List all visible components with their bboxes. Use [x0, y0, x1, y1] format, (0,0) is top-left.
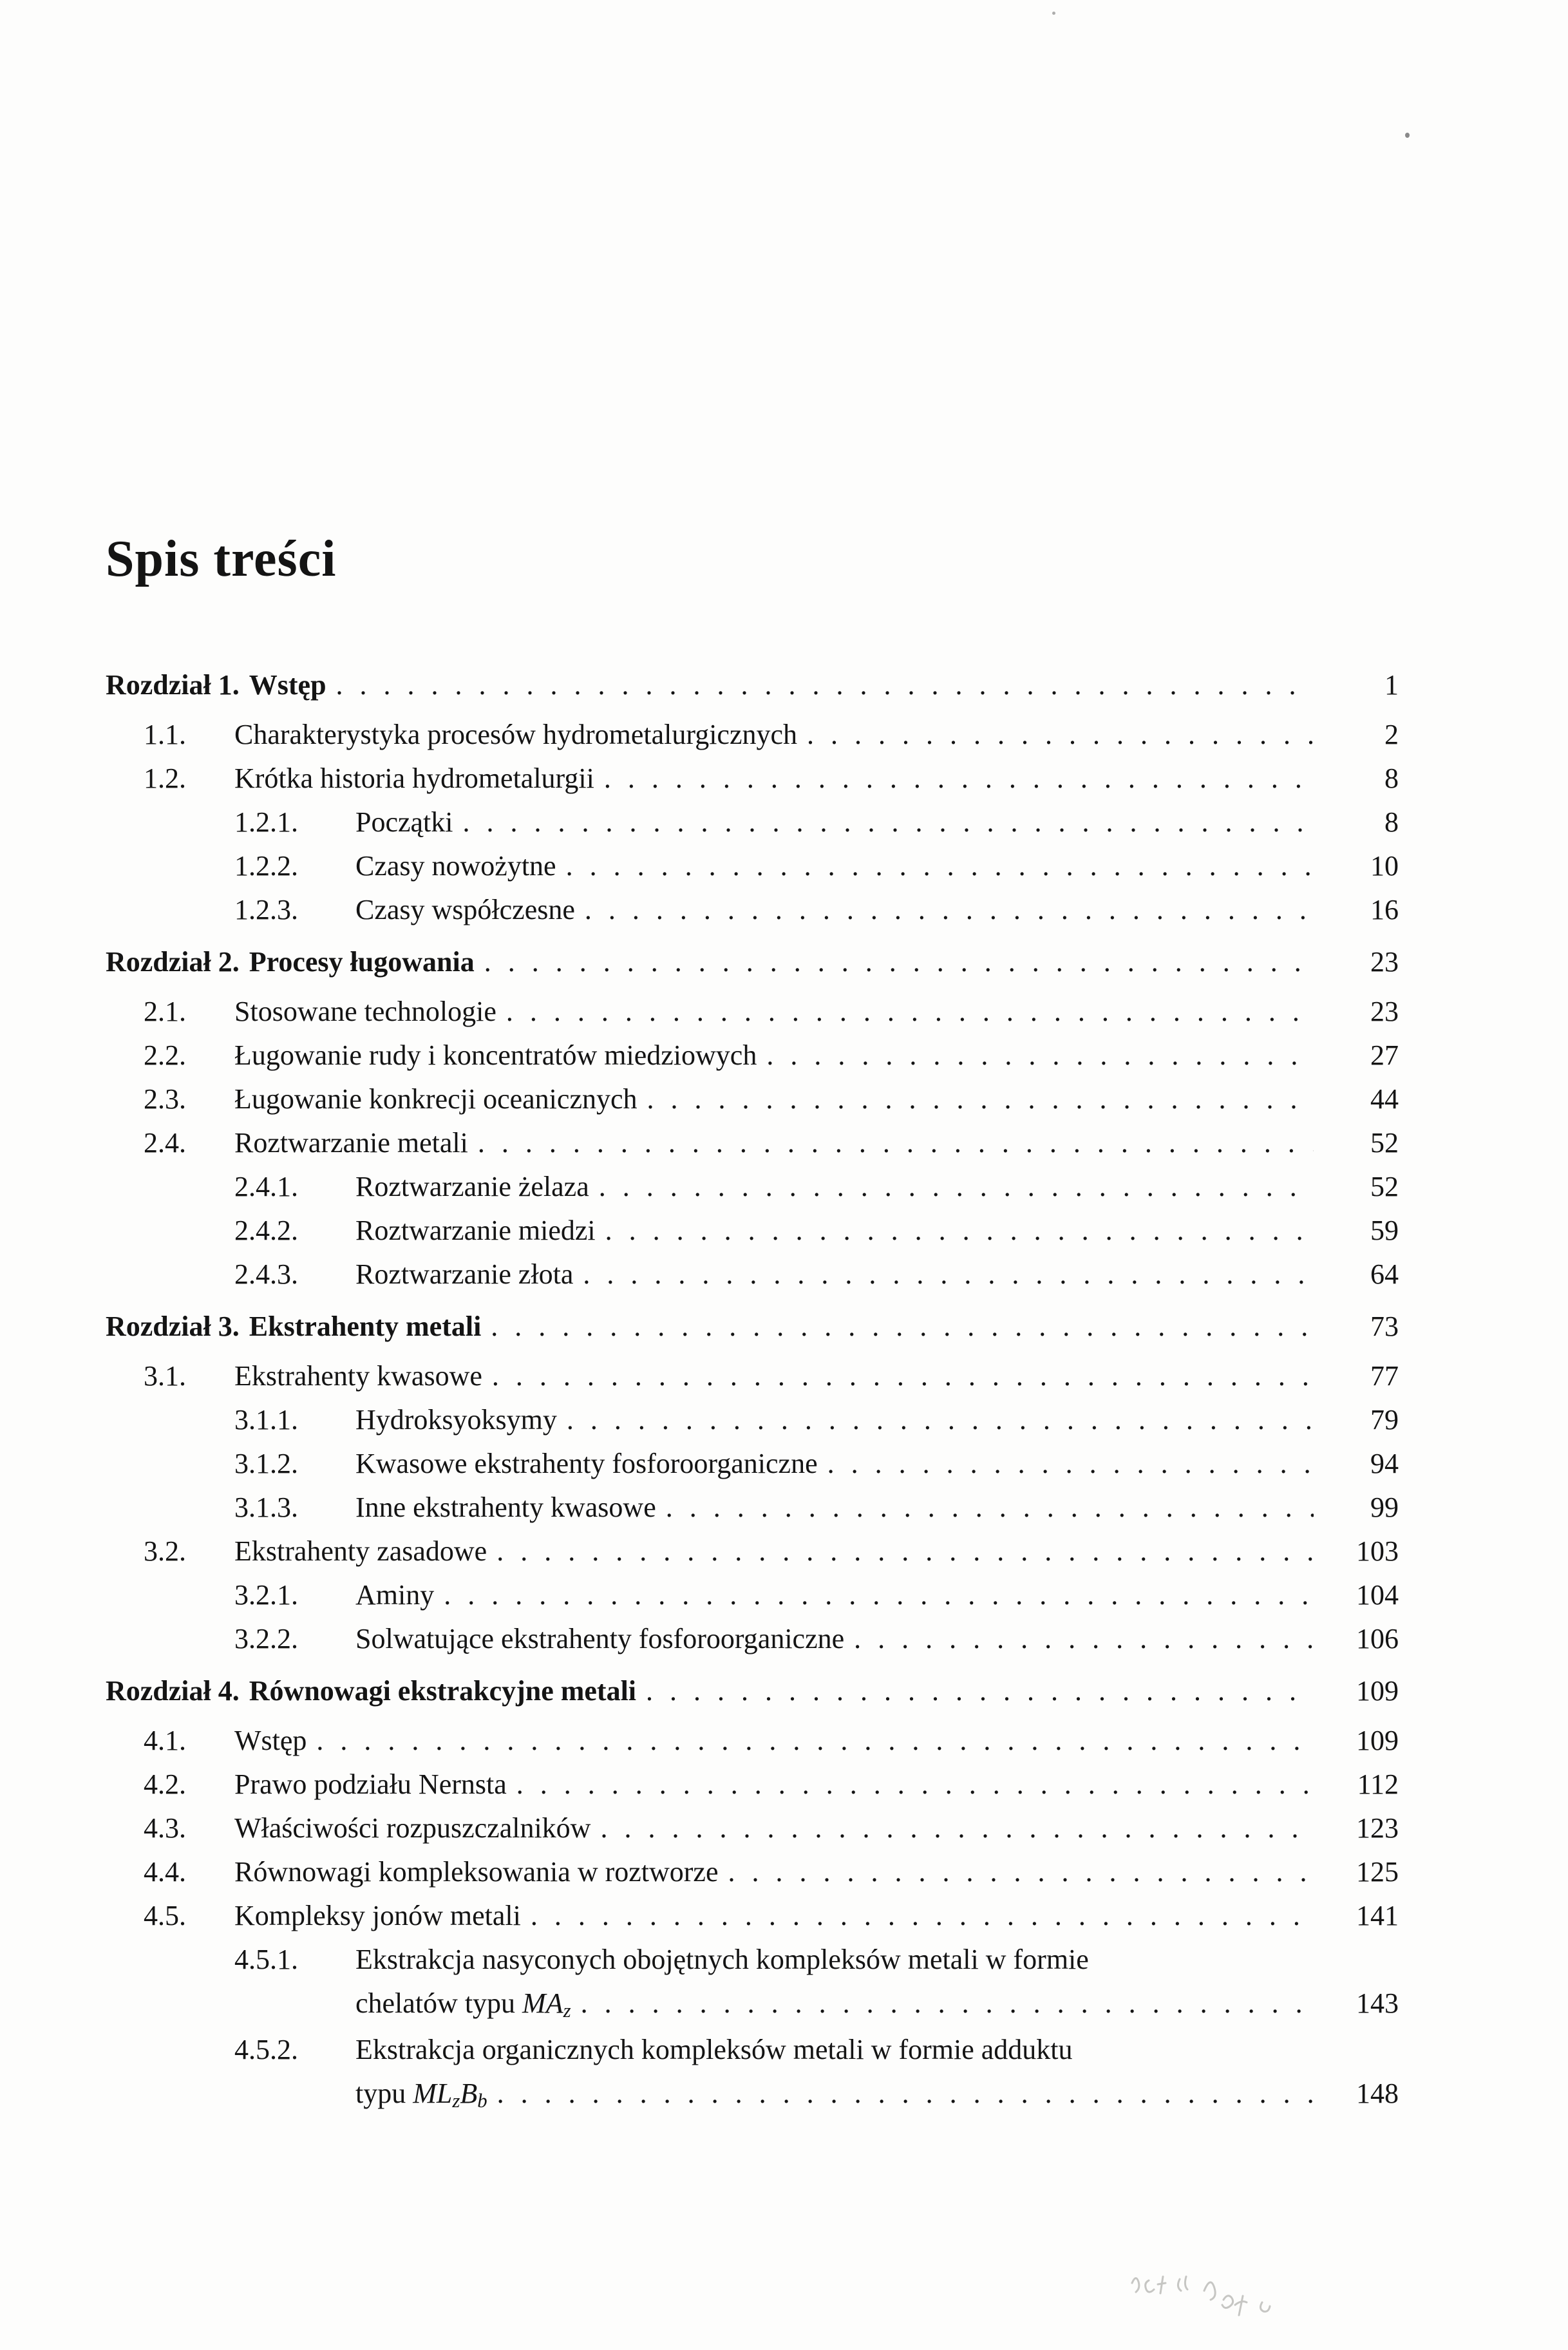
- dot-leader: [766, 1034, 1314, 1077]
- toc-entry-label: Roztwarzanie złota: [355, 1258, 574, 1290]
- toc-entry-label: Ekstrahenty kwasowe: [234, 1360, 482, 1392]
- toc-entry-number: Rozdział 3.: [106, 1311, 240, 1342]
- toc-page-number: 52: [1370, 1127, 1399, 1159]
- toc-entry-number: 1.2.2.: [234, 850, 298, 882]
- toc-entry-label: Ługowanie rudy i koncentratów miedziowych: [234, 1039, 757, 1071]
- toc-entry: [106, 888, 1399, 932]
- toc-entry-number: 4.2.: [144, 1768, 186, 1800]
- toc-entry-number: 4.1.: [144, 1725, 186, 1756]
- toc-page-number: 94: [1370, 1448, 1399, 1479]
- toc-entry-label: chelatów typu $MA_z$: [355, 1987, 571, 2022]
- handwritten-smudge: [1120, 2257, 1378, 2328]
- toc-entry: [106, 844, 1399, 888]
- toc-page-number: 103: [1356, 1535, 1399, 1567]
- toc-entry-label: Ekstrakcja nasyconych obojętnych kompleksów metali w formie: [355, 1944, 1089, 1975]
- toc-entry-number: 3.2.1.: [234, 1579, 298, 1611]
- toc-entry-label: Solwatujące ekstrahenty fosforoorganiczne: [355, 1623, 845, 1654]
- toc-entry-label: Roztwarzanie żelaza: [355, 1171, 589, 1202]
- toc-entry-label: Inne ekstrahenty kwasowe: [355, 1492, 656, 1523]
- toc-entry-number: Rozdział 4.: [106, 1675, 240, 1707]
- toc-entry-label: Wstęp: [249, 669, 326, 701]
- toc-entry: [106, 1617, 1399, 1661]
- dot-leader: [484, 940, 1314, 984]
- toc-entry-number: 3.1.: [144, 1360, 186, 1392]
- dot-leader: [647, 1077, 1314, 1121]
- toc-entry: [106, 1719, 1399, 1763]
- toc-entry: [106, 1763, 1399, 1806]
- toc-entry: [106, 1442, 1399, 1486]
- dot-leader: [583, 1253, 1314, 1296]
- toc-entry-label: Prawo podziału Nernsta: [234, 1768, 507, 1800]
- toc-page-number: 44: [1370, 1083, 1399, 1115]
- toc-page-number: 77: [1370, 1360, 1399, 1392]
- toc-entry-label: Procesy ługowania: [249, 946, 475, 978]
- toc-entry-number: 1.2.: [144, 763, 186, 794]
- toc-entry: [106, 1669, 1399, 1713]
- toc-entry-label: Kwasowe ekstrahenty fosforoorganiczne: [355, 1448, 818, 1479]
- dot-leader: [600, 1806, 1314, 1850]
- dot-leader: [478, 1121, 1314, 1165]
- toc-entry: [106, 990, 1399, 1034]
- toc-entry: [106, 663, 1399, 707]
- toc-entry-number: 1.2.1.: [234, 806, 298, 838]
- dot-leader: [496, 1530, 1314, 1573]
- toc-entry: [106, 1982, 1399, 2028]
- dot-leader: [646, 1669, 1314, 1713]
- toc-page-number: 109: [1356, 1675, 1399, 1707]
- dot-leader: [666, 1486, 1314, 1530]
- toc-page-number: 104: [1356, 1579, 1399, 1611]
- toc-entry-label: Czasy nowożytne: [355, 850, 556, 882]
- toc-entry-number: 2.4.: [144, 1127, 186, 1159]
- toc-entry-number: 3.1.3.: [234, 1492, 298, 1523]
- toc-page-number: 123: [1356, 1812, 1399, 1844]
- toc-entry: [106, 1486, 1399, 1530]
- dot-leader: [336, 663, 1314, 707]
- toc-entry-number: 4.5.2.: [234, 2034, 298, 2065]
- toc-entry-number: Rozdział 2.: [106, 946, 240, 978]
- dot-leader: [491, 1305, 1314, 1349]
- table-of-contents: [106, 663, 1399, 2118]
- toc-entry-label: Krótka historia hydrometalurgii: [234, 763, 594, 794]
- toc-entry: [106, 1121, 1399, 1165]
- toc-entry-label: Roztwarzanie miedzi: [355, 1215, 596, 1246]
- toc-entry: [106, 2028, 1399, 2072]
- toc-entry: [106, 940, 1399, 984]
- toc-page-number: 8: [1384, 806, 1399, 838]
- toc-entry-number: 2.4.3.: [234, 1258, 298, 1290]
- toc-entry: [106, 1894, 1399, 1938]
- toc-entry-label: Właściwości rozpuszczalników: [234, 1812, 591, 1844]
- toc-entry: [106, 801, 1399, 844]
- toc-entry-label: Ługowanie konkrecji oceanicznych: [234, 1083, 638, 1115]
- dot-leader: [492, 1354, 1314, 1398]
- toc-entry: [106, 1077, 1399, 1121]
- toc-entry-label: Wstęp: [234, 1725, 307, 1756]
- toc-entry: [106, 2072, 1399, 2118]
- dot-leader: [316, 1719, 1314, 1763]
- toc-entry-number: 4.5.: [144, 1900, 186, 1931]
- toc-page-number: 27: [1370, 1039, 1399, 1071]
- toc-entry: [106, 757, 1399, 801]
- toc-entry-number: 4.5.1.: [234, 1944, 298, 1975]
- dot-leader: [854, 1617, 1314, 1661]
- toc-page-number: 23: [1370, 946, 1399, 978]
- dot-leader: [463, 801, 1314, 844]
- scan-speck: [1405, 133, 1410, 138]
- toc-page-number: 16: [1370, 894, 1399, 925]
- toc-entry-label: typu $ML_zB_b$: [355, 2078, 487, 2112]
- toc-entry: [106, 1305, 1399, 1349]
- dot-leader: [585, 888, 1314, 932]
- toc-page-number: 8: [1384, 763, 1399, 794]
- toc-page-number: 143: [1356, 1987, 1399, 2019]
- toc-entry-label: Kompleksy jonów metali: [234, 1900, 521, 1931]
- page-title: Spis treści: [106, 531, 337, 587]
- scan-speck: [1052, 12, 1055, 15]
- toc-page-number: 52: [1370, 1171, 1399, 1202]
- toc-entry-number: 4.3.: [144, 1812, 186, 1844]
- toc-entry-number: 4.4.: [144, 1856, 186, 1888]
- toc-entry: [106, 1209, 1399, 1253]
- toc-page-number: 148: [1356, 2078, 1399, 2109]
- toc-entry: [106, 1573, 1399, 1617]
- dot-leader: [599, 1165, 1314, 1209]
- dot-leader: [506, 990, 1314, 1034]
- toc-entry-label: Stosowane technologie: [234, 996, 496, 1027]
- toc-entry: [106, 1034, 1399, 1077]
- toc-entry-number: 3.1.2.: [234, 1448, 298, 1479]
- dot-leader: [807, 713, 1314, 757]
- toc-entry-label: Ekstrahenty metali: [249, 1311, 482, 1342]
- toc-entry: [106, 713, 1399, 757]
- toc-entry: [106, 1165, 1399, 1209]
- toc-entry-number: 2.2.: [144, 1039, 186, 1071]
- toc-entry-number: 2.4.2.: [234, 1215, 298, 1246]
- toc-entry: [106, 1398, 1399, 1442]
- dot-leader: [581, 1982, 1314, 2025]
- toc-entry: [106, 1850, 1399, 1894]
- toc-page-number: 109: [1356, 1725, 1399, 1756]
- toc-entry-label: Czasy współczesne: [355, 894, 575, 925]
- toc-page-number: 64: [1370, 1258, 1399, 1290]
- toc-entry-label: Roztwarzanie metali: [234, 1127, 468, 1159]
- toc-page-number: 112: [1357, 1768, 1399, 1800]
- dot-leader: [531, 1894, 1314, 1938]
- toc-entry: [106, 1253, 1399, 1296]
- toc-page-number: 23: [1370, 996, 1399, 1027]
- toc-entry-number: 1.2.3.: [234, 894, 298, 925]
- toc-entry-label: Początki: [355, 806, 453, 838]
- toc-page-number: 1: [1384, 669, 1399, 701]
- toc-entry-number: 3.1.1.: [234, 1404, 298, 1436]
- dot-leader: [567, 1398, 1314, 1442]
- toc-entry: [106, 1938, 1399, 1982]
- toc-entry-number: 2.1.: [144, 996, 186, 1027]
- toc-entry: [106, 1354, 1399, 1398]
- toc-page-number: 79: [1370, 1404, 1399, 1436]
- toc-page-number: 59: [1370, 1215, 1399, 1246]
- dot-leader: [604, 757, 1314, 801]
- toc-entry-number: 2.4.1.: [234, 1171, 298, 1202]
- dot-leader: [516, 1763, 1314, 1806]
- toc-entry-number: 2.3.: [144, 1083, 186, 1115]
- dot-leader: [444, 1573, 1314, 1617]
- toc-entry-label: Charakterystyka procesów hydrometalurgicznych: [234, 719, 798, 750]
- toc-entry: [106, 1530, 1399, 1573]
- dot-leader: [605, 1209, 1314, 1253]
- book-page: [106, 0, 1399, 2118]
- toc-entry-number: 3.2.2.: [234, 1623, 298, 1654]
- dot-leader: [566, 844, 1314, 888]
- toc-page-number: 141: [1356, 1900, 1399, 1931]
- toc-page-number: 106: [1356, 1623, 1399, 1654]
- toc-entry-label: Ekstrakcja organicznych kompleksów metali w formie adduktu: [355, 2034, 1073, 2065]
- toc-entry-label: Równowagi kompleksowania w roztworze: [234, 1856, 719, 1888]
- toc-page-number: 99: [1370, 1492, 1399, 1523]
- toc-entry-label: Ekstrahenty zasadowe: [234, 1535, 487, 1567]
- toc-entry-number: 1.1.: [144, 719, 186, 750]
- toc-entry-label: Hydroksyoksymy: [355, 1404, 557, 1436]
- toc-entry-label: Równowagi ekstrakcyjne metali: [249, 1675, 637, 1707]
- toc-entry-number: Rozdział 1.: [106, 669, 240, 701]
- dot-leader: [827, 1442, 1314, 1486]
- dot-leader: [728, 1850, 1314, 1894]
- toc-page-number: 73: [1370, 1311, 1399, 1342]
- toc-entry-number: 3.2.: [144, 1535, 186, 1567]
- toc-entry-label: Aminy: [355, 1579, 435, 1611]
- toc-page-number: 10: [1370, 850, 1399, 882]
- toc-entry: [106, 1806, 1399, 1850]
- toc-page-number: 2: [1384, 719, 1399, 750]
- dot-leader: [497, 2072, 1314, 2116]
- toc-page-number: 125: [1356, 1856, 1399, 1888]
